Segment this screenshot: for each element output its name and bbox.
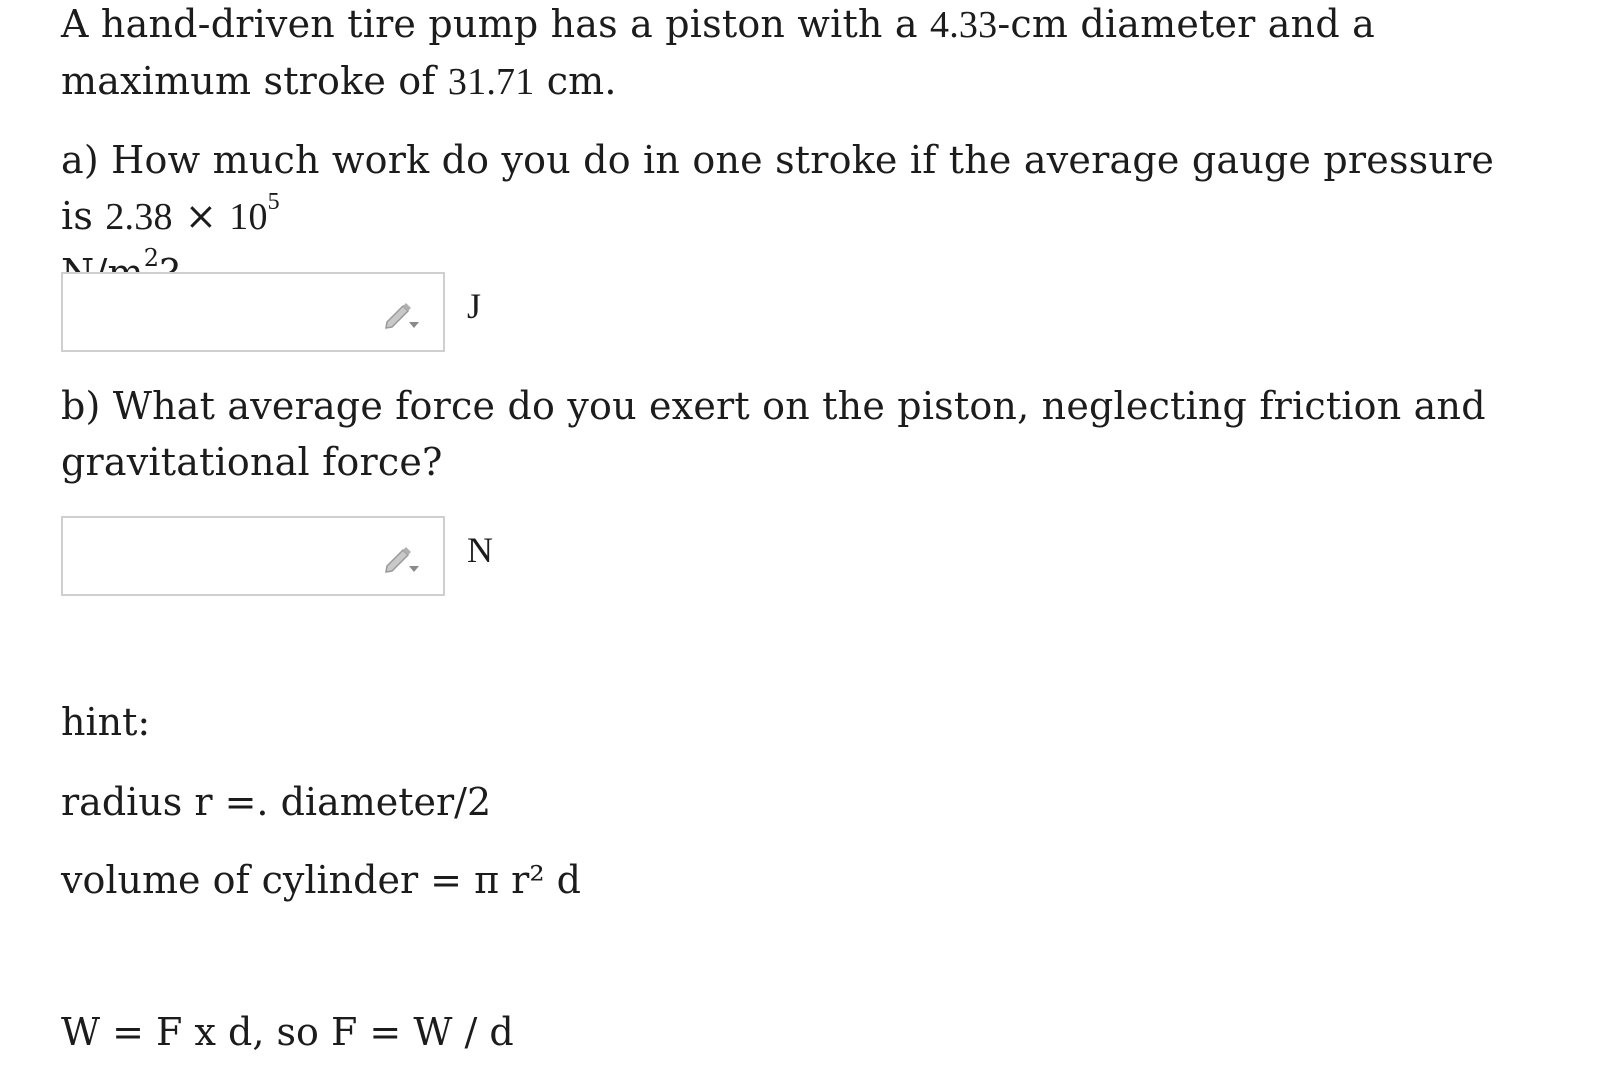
power-exponent: 5 [267, 189, 280, 216]
hint-title: hint: [61, 700, 151, 744]
times-symbol: × [184, 194, 217, 238]
question-a-part1: a) How much work do you do in one stroke if the average gauge pressure is [61, 138, 1495, 238]
power-base: 10 [229, 196, 268, 238]
answer-b-input[interactable] [63, 518, 383, 594]
answer-a-unit: J [467, 286, 482, 326]
pressure-value: 2.38 [105, 196, 173, 238]
unit-exponent: 2 [143, 244, 160, 273]
answer-row-b [61, 514, 493, 598]
pencil-edit-icon[interactable] [383, 300, 423, 330]
answer-row-a [61, 270, 481, 354]
problem-text-1: A hand-driven tire pump has a piston with a [61, 2, 930, 46]
diameter-value: 4.33 [930, 4, 998, 46]
answer-b-unit: N [467, 530, 493, 570]
answer-b-box[interactable] [61, 516, 445, 596]
problem-text-2: -cm diameter and a maximum stroke of [61, 2, 1375, 103]
stroke-value: 31.71 [447, 61, 535, 103]
hint-work: W = F x d, so F = W / d [61, 1010, 514, 1054]
hint-radius: radius r =. diameter/2 [61, 780, 492, 824]
problem-statement [61, 0, 1531, 110]
hint-volume: volume of cylinder = π r² d [61, 858, 581, 902]
problem-text-3: cm. [534, 59, 617, 103]
question-b-text: b) What average force do you exert on the piston, neglecting friction and gravitational force? [61, 384, 1486, 484]
answer-a-box[interactable] [61, 272, 445, 352]
pencil-edit-icon[interactable] [383, 544, 423, 574]
answer-a-input[interactable] [63, 274, 383, 350]
